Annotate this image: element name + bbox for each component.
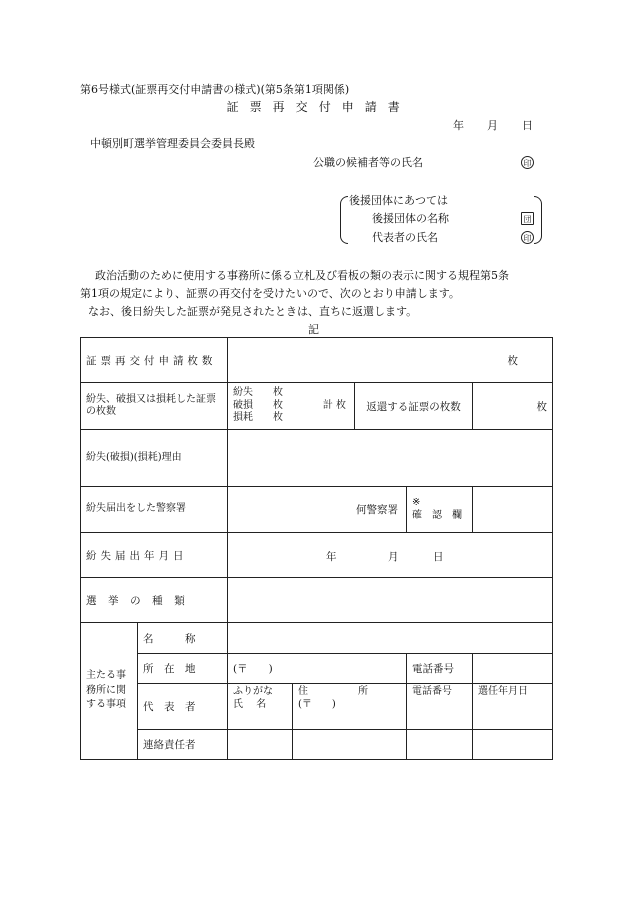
table-row — [81, 654, 553, 684]
support-group-intro: 後援団体にあつては — [349, 194, 448, 207]
table-row — [81, 430, 553, 487]
reason-label: 紛失(破損)(損耗)理由 — [81, 430, 228, 487]
paragraph-2: なお、後日紛失した証票が発見されたときは、直ちに返還します。 — [88, 305, 418, 318]
report-month: 月 — [388, 551, 399, 563]
broken-line: 破損 枚 — [233, 399, 284, 411]
police-station-label: 紛失届出をした警察署 — [81, 487, 228, 533]
table-row — [81, 487, 553, 533]
reissue-count-label: 証票再交付申請枚数 — [81, 338, 228, 383]
paragraph-1-line-2: 第1項の規定により、証票の再交付を受けたいので、次のとおり申請します。 — [80, 287, 460, 300]
group-seal-icon: 団 — [521, 212, 534, 225]
rep-address-field[interactable] — [293, 684, 407, 730]
report-date-label: 紛失届出年月日 — [81, 533, 228, 578]
lost-line: 紛失 枚 — [233, 387, 284, 399]
addressee: 中頓別町選挙管理委員会委員長殿 — [90, 137, 255, 150]
page-title: 証 票 再 交 付 申 請 書 — [226, 100, 404, 114]
total-text: 計 枚 — [322, 400, 347, 411]
rep-seal-icon: 印 — [521, 231, 534, 244]
confirm-label: 確 認 欄 — [412, 509, 463, 521]
office-phone-field[interactable] — [473, 654, 553, 684]
rep-name-field[interactable] — [228, 684, 293, 730]
application-form-table — [80, 337, 553, 760]
main-office-label: 主たる事務所に関する事項 — [81, 623, 138, 760]
right-bracket — [534, 196, 542, 244]
report-date-field[interactable] — [228, 533, 553, 578]
paragraph-1-line-1: 政治活動のために使用する事務所に係る立札及び看板の類の表示に関する規程第5条 — [95, 269, 509, 282]
unit-text: 枚 — [507, 354, 519, 367]
table-row — [81, 730, 553, 760]
report-year: 年 — [326, 551, 337, 563]
address-label: 住 所 — [298, 686, 369, 697]
table-row — [81, 338, 553, 383]
contact-cell[interactable] — [293, 730, 407, 760]
table-row — [81, 578, 553, 623]
which-police-text: 何警察署 — [356, 504, 399, 516]
left-bracket — [340, 196, 348, 244]
office-location-field[interactable] — [228, 654, 407, 684]
representative-name-label: 代表者の氏名 — [372, 231, 438, 244]
office-name-field[interactable] — [228, 623, 553, 654]
table-row — [81, 383, 553, 430]
lost-breakdown-field[interactable] — [228, 383, 355, 430]
report-day: 日 — [433, 551, 444, 563]
postal-text: (〒 ) — [298, 698, 336, 710]
return-count-label: 返還する証票の枚数 — [355, 383, 473, 430]
confirm-box — [407, 487, 473, 533]
unit-text: 枚 — [536, 400, 548, 413]
return-count-field[interactable] — [473, 383, 553, 430]
reissue-count-field[interactable] — [228, 338, 553, 383]
ki-heading: 記 — [308, 323, 319, 336]
contact-cell[interactable] — [407, 730, 473, 760]
office-name-label: 名 称 — [138, 623, 228, 654]
reason-field[interactable] — [228, 430, 553, 487]
lost-count-label: 紛失、破損又は損耗した証票の枚数 — [81, 383, 228, 430]
worn-line: 損耗 枚 — [233, 412, 284, 424]
election-type-field[interactable] — [228, 578, 553, 623]
confirm-mark: ※ — [412, 497, 421, 508]
office-phone-label: 電話番号 — [407, 654, 473, 684]
rep-appointed-field[interactable] — [473, 684, 553, 730]
furigana-label: ふりがな — [233, 686, 274, 697]
seal-icon: 印 — [521, 156, 534, 169]
table-row — [81, 623, 553, 654]
police-station-field[interactable] — [228, 487, 407, 533]
contact-person-label: 連絡責任者 — [138, 730, 228, 760]
election-type-label: 選挙の種類 — [81, 578, 228, 623]
office-location-label: 所 在 地 — [138, 654, 228, 684]
contact-cell[interactable] — [228, 730, 293, 760]
table-row — [81, 684, 553, 730]
candidate-name-label: 公職の候補者等の氏名 — [313, 156, 423, 169]
form-number: 第6号様式(証票再交付申請書の様式)(第5条第1項関係) — [80, 83, 350, 96]
date-month: 月 — [487, 119, 498, 132]
appointed-date-label: 選任年月日 — [478, 686, 529, 697]
support-group-name-label: 後援団体の名称 — [372, 212, 449, 225]
date-year: 年 — [453, 119, 464, 132]
confirm-field[interactable] — [473, 487, 553, 533]
shimei-label: 氏 名 — [233, 698, 267, 710]
representative-label: 代 表 者 — [138, 684, 228, 730]
date-day: 日 — [522, 119, 533, 132]
rep-phone-field[interactable] — [407, 684, 473, 730]
phone-label: 電話番号 — [412, 686, 453, 697]
contact-cell[interactable] — [473, 730, 553, 760]
table-row — [81, 533, 553, 578]
postal-text: (〒 ) — [233, 663, 273, 675]
